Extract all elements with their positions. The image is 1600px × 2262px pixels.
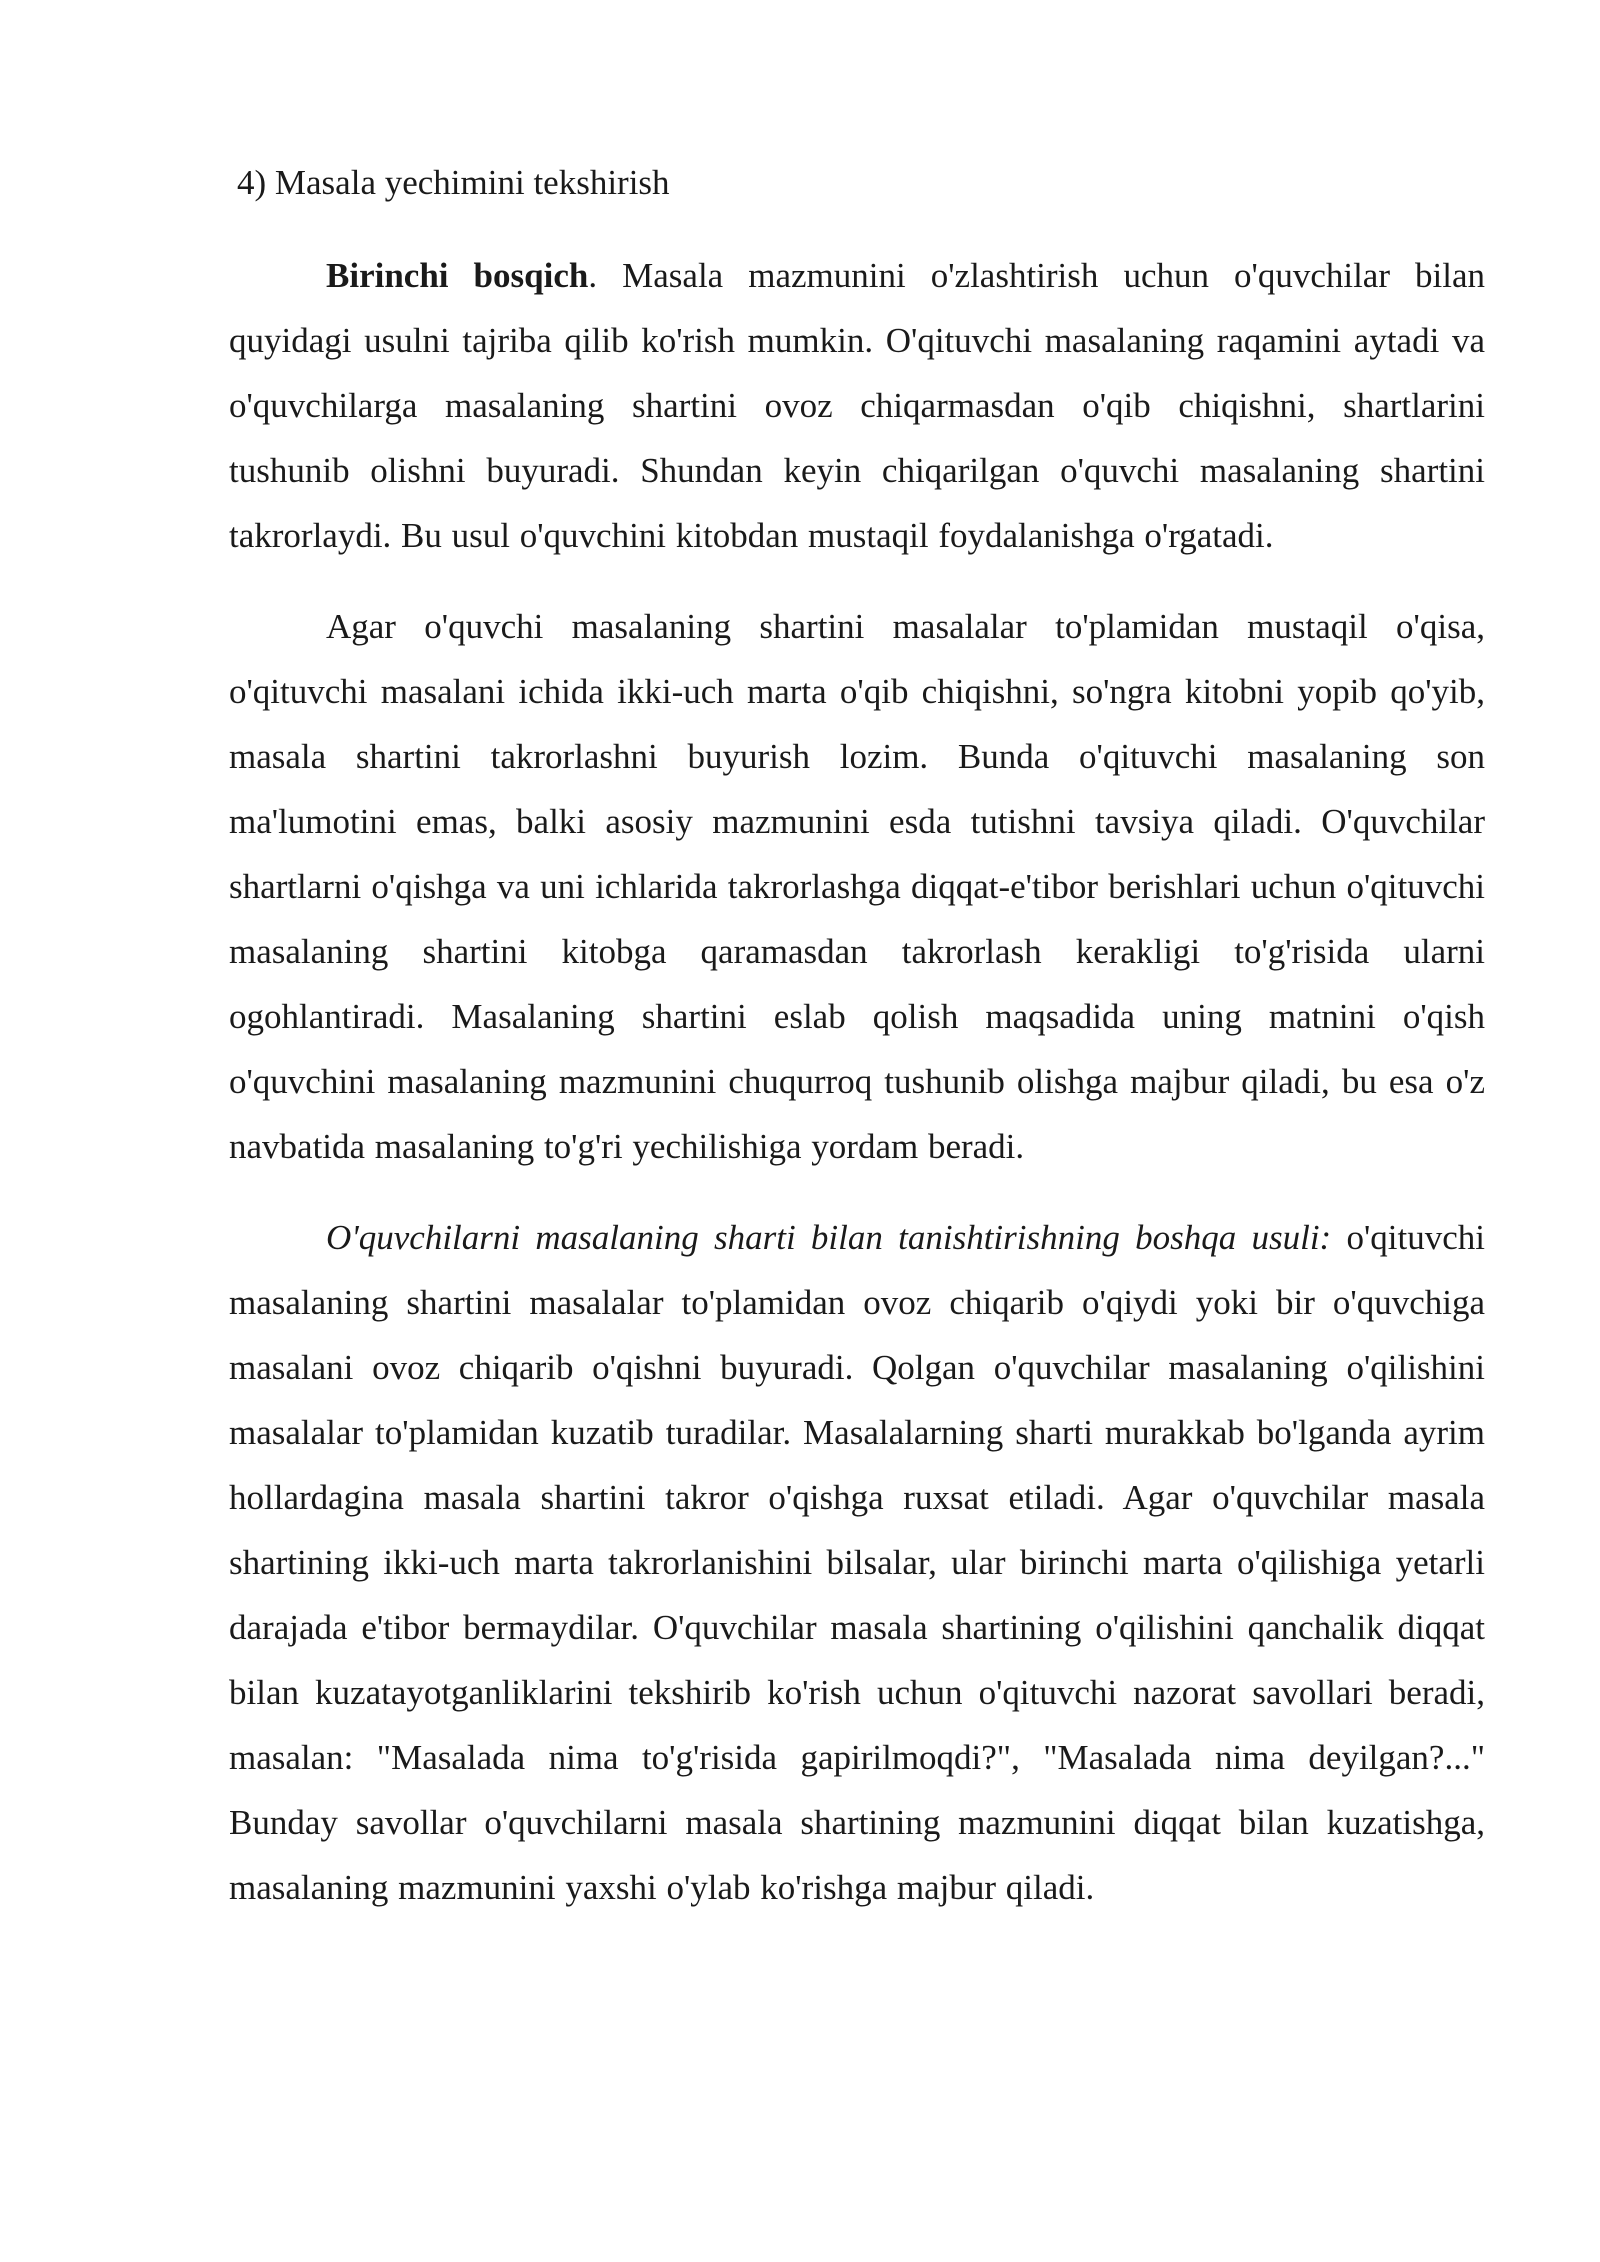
paragraph-first-stage <box>229 243 1485 568</box>
section-heading: 4) Masala yechimini tekshirish <box>237 163 670 202</box>
document-body <box>229 150 1485 1946</box>
paragraph-lead-italic: O'quvchilarni masalaning sharti bilan tanishtirishning boshqa usuli: <box>326 1218 1332 1257</box>
paragraph-independent-reading <box>229 594 1485 1179</box>
paragraph-text: o'qituvchi masalaning shartini masalalar to'plamidan ovoz chiqarib o'qiydi yoki bir o'quvchiga masalani ovoz chiqarib o'qishni buyuradi. Qolgan o'quvchilar masalaning o'qilishini masalalar to'plamidan kuzatib turadilar. Masalalarning sharti murakkab bo'lganda ayrim hollardagina masala shartini takror o'qishga ruxsat etiladi. Agar o'quvchilar masala shartining ikki-uch marta takrorlanishini bilsalar, ular birinchi marta o'qilishiga yetarli darajada e'tibor bermaydilar. O'quvchilar masala shartining o'qilishini qanchalik diqqat bilan kuzatayotganliklarini tekshirib ko'rish uchun o'qituvchi nazorat savollari beradi, masalan: "Masalada nima to'g'risida gapirilmoqdi?", "Masalada nima deyilgan?..." Bunday savollar o'quvchilarni masala shartining mazmunini diqqat bilan kuzatishga, masalaning mazmunini yaxshi o'ylab ko'rishga majbur qiladi. <box>229 1218 1485 1907</box>
paragraph-text: Agar o'quvchi masalaning shartini masalalar to'plamidan mustaqil o'qisa, o'qituvchi masalani ichida ikki-uch marta o'qib chiqishni, so'ngra kitobni yopib qo'yib, masala shartini takrorlashni buyurish lozim. Bunda o'qituvchi masalaning son ma'lumotini emas, balki asosiy mazmunini esda tutishni tavsiya qiladi. O'quvchilar shartlarni o'qishga va uni ichlarida takrorlashga diqqat-e'tibor berishlari uchun o'qituvchi masalaning shartini kitobga qaramasdan takrorlash kerakligi to'g'risida ularni ogohlantiradi. Masalaning shartini eslab qolish maqsadida uning matnini o'qish o'quvchini masalaning mazmunini chuqurroq tushunib olishga majbur qiladi, bu esa o'z navbatida masalaning to'g'ri yechilishiga yordam beradi. <box>229 607 1485 1166</box>
paragraph-text: . Masala mazmunini o'zlashtirish uchun o'quvchilar bilan quyidagi usulni tajriba qilib ko'rish mumkin. O'qituvchi masalaning raqamini aytadi va o'quvchilarga masalaning shartini ovoz chiqarmasdan o'qib chiqishni, shartlarini tushunib olishni buyuradi. Shundan keyin chiqarilgan o'quvchi masalaning shartini takrorlaydi. Bu usul o'quvchini kitobdan mustaqil foydalanishga o'rgatadi. <box>229 256 1486 555</box>
paragraph-lead-bold: Birinchi bosqich <box>326 256 589 295</box>
paragraph-other-method <box>229 1205 1485 1920</box>
